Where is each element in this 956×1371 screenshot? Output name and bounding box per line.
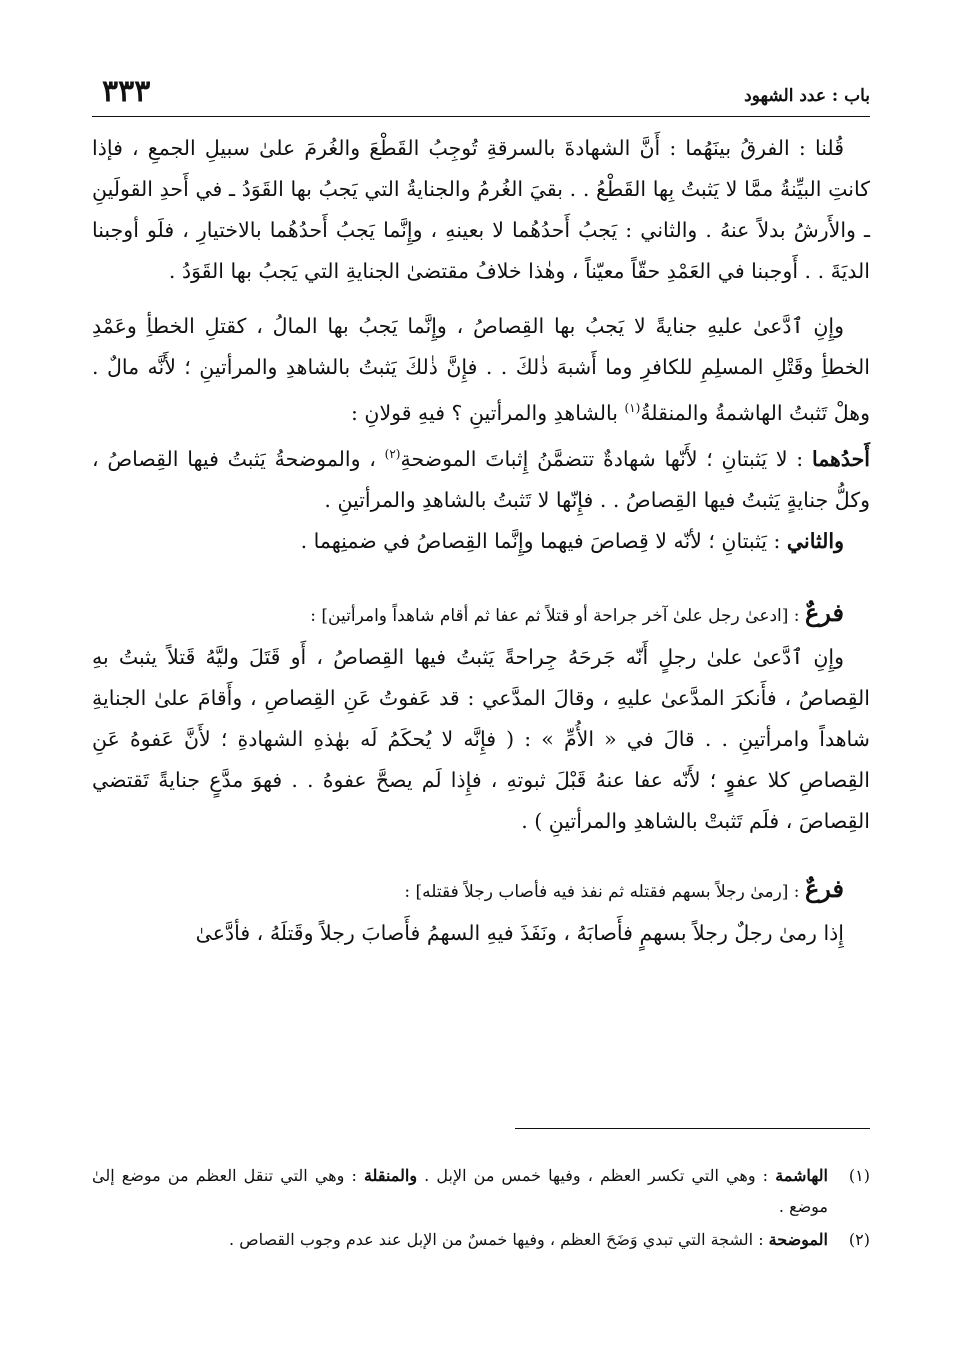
footnote-2 xyxy=(92,1224,870,1255)
header-divider xyxy=(92,116,870,117)
footnotes xyxy=(92,1160,870,1257)
main-text xyxy=(92,128,870,954)
paragraph-2 xyxy=(92,306,870,434)
footnote-2-body: : الشجة التي تبدي وَضَحَ العظم ، وفيها خمسٌ من الإبل عند عدم وجوب القصاص . xyxy=(229,1230,769,1249)
paragraph-3-text-a: : لا يَثبتانِ ؛ لأَنّها شهادةٌ تتضمَّنُ إِثباتَ الموضحةِ xyxy=(400,446,812,471)
branch-label-2: فرعٌ xyxy=(804,873,844,903)
paragraph-6: إِذا رمىٰ رجلٌ رجلاً بسهمٍ فأَصابَهُ ، ونَفَذَ فيهِ السهمُ فأَصابَ رجلاً وقَتلَهُ ، فأدَّعىٰ xyxy=(195,920,844,945)
paragraph-2-text-b: بالشاهدِ والمرأتينِ ؟ فيهِ قولانِ : xyxy=(350,400,625,425)
paragraph-3 xyxy=(92,434,870,521)
paragraph-4-text: : يَثبتانِ ؛ لأنّه لا قِصاصَ فيهما وإِنَّما القِصاصُ في ضمنِهما . xyxy=(300,528,787,553)
footnote-1-term-2: والمنقلة xyxy=(363,1166,418,1185)
branch-title-2: : [رمىٰ رجلاً بسهم فقتله ثم نفذ فيه فأصاب رجلاً فقتله] : xyxy=(404,881,805,902)
paragraph-2-text-a: وإِنِ ٱدَّعىٰ عليهِ جنايةً لا يَجبُ بها القِصاصُ ، وإِنَّما يَجبُ بها المالُ ، كقتلِ الخطأِ وعَمْدِ الخطأِ وقَتْلِ المسلِمِ للكافرِ وما أَشبهَ ذٰلكَ . . فإِنَّ ذٰلكَ يَثبتُ بالشاهدِ والمرأتينِ ؛ لأَنَّه مالٌ . وهلْ تَثبتُ الهاشمةُ والمنقلةُ xyxy=(92,314,870,425)
footnote-1-text xyxy=(92,1160,828,1222)
footnote-1-body: : وهي التي تكسر العظم ، وفيها خمس من الإبل . xyxy=(417,1166,776,1185)
branch-label-1: فرعٌ xyxy=(804,597,844,627)
document-page xyxy=(92,0,870,1371)
paragraph-5: وإِنِ ٱدَّعىٰ علىٰ رجلٍ أَنّه جَرحَهُ جِراحةً يَثبتُ فيها القِصاصُ ، أَو قَتَلَ وليَّهُ قَتلاً يثبتُ بهِ القِصاصُ ، فأَنكرَ المدَّعىٰ عليهِ ، وقالَ المدَّعي : قد عَفوتُ عَنِ القِصاصِ ، وأَقامَ علىٰ الجنايةِ شاهداً وامرأتينِ . . قالَ في « الأُمِّ » : ( فإِنَّه لا يُحكَمُ لَه بهٰذهِ الشهادةِ ؛ لأَنَّ عَفوهُ عَنِ القِصاصِ كلا عفوٍ ؛ لأَنّه عفا عنهُ قَبْلَ ثبوتهِ ، فإِذا لَم يصحَّ عفوهُ . . فهوَ مدَّعٍ جنايةً تَقتضي القِصاصَ ، فلَم تَثبتْ بالشاهدِ والمرأتينِ ) . xyxy=(92,644,870,833)
footnote-2-term: الموضحة xyxy=(768,1230,828,1249)
paragraph-3-label: أَحدُهما xyxy=(811,446,870,471)
paragraph-3-text-b: ، والموضحةُ يَثبتُ فيها القِصاصُ ، وكلُّ جنايةٍ يَثبتُ فيها القِصاصُ . . فإِنّها لا تَثبتُ بالشاهدِ والمرأتينِ . xyxy=(92,446,870,512)
paragraph-4 xyxy=(92,521,870,562)
footnote-ref-1[interactable]: (١) xyxy=(624,401,641,415)
running-title: باب : عدد الشهود xyxy=(744,86,870,106)
footnote-2-number: (٢) xyxy=(848,1230,870,1249)
footnote-1-term: الهاشمة xyxy=(775,1166,828,1185)
page-header xyxy=(92,72,870,112)
footnote-1-body-2: : وهي التي تنقل العظم من موضع إلىٰ موضع . xyxy=(92,1166,828,1216)
footnote-1 xyxy=(92,1160,870,1222)
footnote-2-text xyxy=(92,1224,828,1255)
branch-heading-2 xyxy=(92,868,870,913)
page-number: ٣٣٣ xyxy=(102,74,151,109)
footnote-ref-2[interactable]: (٢) xyxy=(384,446,401,461)
paragraph-1: قُلنا : الفرقُ بينَهُما : أَنَّ الشهادةَ بالسرقةِ تُوجِبُ القَطْعَ والغُرمَ علىٰ سبيلِ الجمعِ ، فإذا كانتِ البيِّنةُ ممَّا لا يَثبتُ بِها القَطْعُ . . بقيَ الغُرمُ والجنايةُ التي يَجبُ بها القَوَدُ ـ في أَحدِ القولَينِ ـ والأَرشُ بدلاً عنهُ . والثاني : يَجبُ أَحدُهُما لا بعينهِ ، وإِنَّما يَجبُ أَحدُهُما بالاختيارِ ، فلَو أوجبنا الديَةَ . . أَوجبنا في العَمْدِ حقّاً معيّناً ، وهٰذا خلافُ مقتضىٰ الجنايةِ التي يَجبُ بها القَوَدُ . xyxy=(92,136,870,283)
branch-title-1: : [ادعىٰ رجل علىٰ آخر جراحة أو قتلاً ثم عفا ثم أقام شاهداً وامرأتين] : xyxy=(310,605,805,626)
footnote-1-number: (١) xyxy=(848,1166,870,1185)
paragraph-4-label: والثاني xyxy=(786,528,844,553)
branch-heading-1 xyxy=(92,592,870,637)
footnote-divider xyxy=(515,1128,870,1129)
